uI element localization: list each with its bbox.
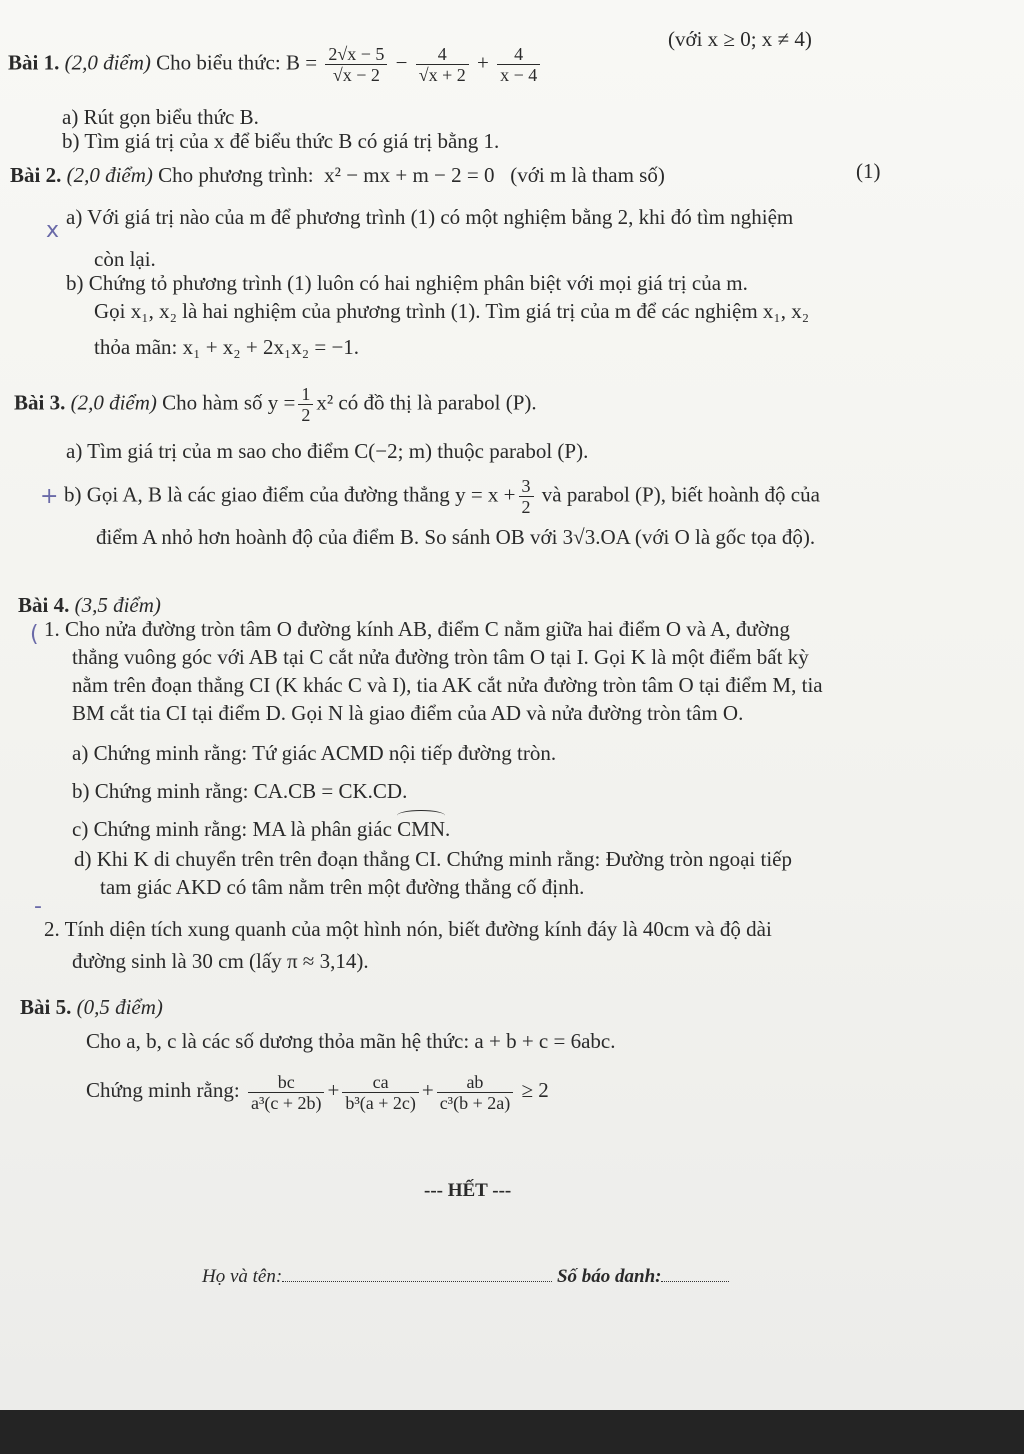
bai5-term-3: $\frac{ab}{\text{c³(b + 2a)}}$: [437, 1072, 514, 1113]
bai3-question-b-line2: điểm A nhỏ hơn hoành độ của điểm B. So sánh OB với 3√3.OA (với O là gốc tọa độ).: [96, 525, 816, 549]
bai4-p2-line1: 2. Tính diện tích xung quanh của một hình nón, biết đường kính đáy là 40cm và độ dài: [44, 917, 772, 941]
handwritten-plus-mark: +: [40, 484, 59, 509]
bai1-question-b: b) Tìm giá trị của x để biểu thức B có giá trị bằng 1.: [62, 129, 500, 153]
bai3-rest: có đồ thị là parabol (P).: [338, 390, 537, 415]
bai2-param: (với m là tham số): [510, 163, 665, 187]
bai1-fraction-1: $\frac{2√x - 5}{√x - 2}$: [325, 44, 387, 85]
bai5-title: Bài 5.: [20, 995, 72, 1019]
bai2-points: (2,0 điểm): [66, 163, 153, 187]
bai1-condition: (với x ≥ 0; x ≠ 4): [668, 27, 812, 51]
sbd-label: Số báo danh:: [556, 1266, 662, 1287]
bai5-points: (0,5 điểm): [76, 995, 163, 1019]
bai3-x2: x²: [316, 390, 334, 415]
bai1-fraction-3: $\frac{4}{x - 4}$: [497, 44, 540, 85]
bai2-question-a-line2: còn lại.: [94, 247, 156, 271]
handwritten-x-mark: x: [46, 218, 60, 243]
end-marker: --- HẾT ---: [424, 1180, 512, 1201]
bai2-intro: Cho phương trình:: [158, 163, 314, 187]
table-background: [0, 1410, 1024, 1454]
bai2-question-b-line3: thỏa mãn: x₁ + x₂ + 2x₁x₂ = −1.: [94, 335, 360, 359]
bai1-fraction-2: $\frac{4}{√x + 2}$: [416, 44, 469, 85]
bai1-b-eq: B =: [285, 50, 318, 75]
footer-candidate: [202, 1264, 729, 1290]
bai3-line-eq: y = x +: [455, 482, 516, 507]
bai3-fraction: $\frac{1}{2}$: [298, 384, 313, 425]
bai3-question-a: a) Tìm giá trị của m sao cho điểm C(−2; m) thuộc parabol (P).: [66, 439, 589, 463]
bai1-minus: −: [395, 50, 408, 75]
bai1-title: Bài 1.: [8, 50, 60, 75]
bai4-question-b: b) Chứng minh rằng: CA.CB = CK.CD.: [72, 779, 408, 803]
bai4-p1-line4: BM cắt tia CI tại điểm D. Gọi N là giao điểm của AD và nửa đường tròn tâm O.: [72, 701, 744, 725]
handwritten-dash-mark: -: [34, 894, 42, 919]
bai2-question-a-line1: a) Với giá trị nào của m để phương trình (1) có một nghiệm bằng 2, khi đó tìm nghiệm: [66, 205, 794, 229]
bai3-points: (2,0 điểm): [70, 390, 157, 415]
bai2-header: [10, 162, 665, 188]
bai2-question-b-line1: b) Chứng tỏ phương trình (1) luôn có hai nghiệm phân biệt với mọi giá trị của m.: [66, 271, 748, 295]
name-field: [282, 1267, 552, 1282]
bai5-inequality: [86, 1064, 549, 1116]
bai2-question-b-line2: Gọi x₁, x₂ là hai nghiệm của phương trình (1). Tìm giá trị của m để các nghiệm x₁, x₂: [94, 299, 810, 323]
bai4-p2-line2: đường sinh là 30 cm (lấy π ≈ 3,14).: [72, 949, 369, 973]
bai5-term-1: $\frac{bc}{\text{a³(c + 2b)}}$: [248, 1072, 325, 1113]
bai1-header: [8, 44, 543, 85]
bai5-header: [20, 994, 163, 1020]
bai4-title: Bài 4.: [18, 593, 70, 617]
bai4-p1-line1: 1. Cho nửa đường tròn tâm O đường kính AB, điểm C nằm giữa hai điểm O và A, đường: [44, 617, 790, 641]
bai3-intro: Cho hàm số: [162, 390, 263, 415]
bai5-prove-label: Chứng minh rằng:: [86, 1078, 240, 1102]
bai5-given: Cho a, b, c là các số dương thỏa mãn hệ thức: a + b + c = 6abc.: [86, 1029, 616, 1053]
bai5-term-2: $\frac{ca}{\text{b³(a + 2c)}}$: [342, 1072, 419, 1113]
bai5-plus-1: +: [327, 1078, 340, 1102]
bai3-header: [14, 384, 537, 425]
bai1-plus: +: [476, 50, 489, 75]
bai5-ge: ≥ 2: [521, 1078, 549, 1102]
bai4-p1-line3: nằm trên đoạn thẳng CI (K khác C và I), tia AK cắt nửa đường tròn tâm O tại điểm M, tia: [72, 673, 823, 697]
bai2-equation: x² − mx + m − 2 = 0: [324, 163, 495, 187]
bai4-p1-line2: thẳng vuông góc với AB tại C cắt nửa đường tròn tâm O tại I. Gọi K là một điểm bất kỳ: [72, 645, 809, 669]
name-label: Họ và tên:: [202, 1266, 283, 1287]
bai3-b-pre: b) Gọi A, B là các giao điểm của đường thẳng: [64, 482, 450, 507]
bai5-plus-2: +: [421, 1078, 434, 1102]
bai1-points: (2,0 điểm): [64, 50, 151, 75]
bai2-equation-number: (1): [856, 159, 881, 183]
bai4-question-d-line1: d) Khi K di chuyển trên trên đoạn thẳng CI. Chứng minh rằng: Đường tròn ngoại tiếp: [74, 847, 792, 871]
bai4-points: (3,5 điểm): [74, 593, 161, 617]
bai1-question-a: a) Rút gọn biểu thức B.: [62, 105, 259, 129]
sbd-field: [661, 1267, 729, 1282]
bai2-title: Bài 2.: [10, 163, 62, 187]
bai4-question-c: [72, 816, 450, 842]
bai3-b-post: và parabol (P), biết hoành độ của: [541, 482, 820, 507]
handwritten-bracket-mark: (: [30, 622, 39, 647]
bai4-header: [18, 592, 161, 618]
bai4-question-a: a) Chứng minh rằng: Tứ giác ACMD nội tiếp đường tròn.: [72, 741, 557, 765]
bai3-line-fraction: $\frac{3}{2}$: [519, 476, 534, 517]
bai4-c-pre: c) Chứng minh rằng: MA là phân giác: [72, 817, 392, 841]
bai4-question-d-line2: tam giác AKD có tâm nằm trên một đường thẳng cố định.: [100, 875, 585, 899]
bai3-question-b-line1: [64, 476, 820, 517]
angle-cmn: CMN: [397, 817, 446, 841]
bai3-y-eq: y =: [267, 390, 296, 415]
bai3-title: Bài 3.: [14, 390, 66, 415]
bai4-c-post: .: [445, 817, 451, 841]
bai1-intro: Cho biểu thức:: [156, 50, 281, 75]
